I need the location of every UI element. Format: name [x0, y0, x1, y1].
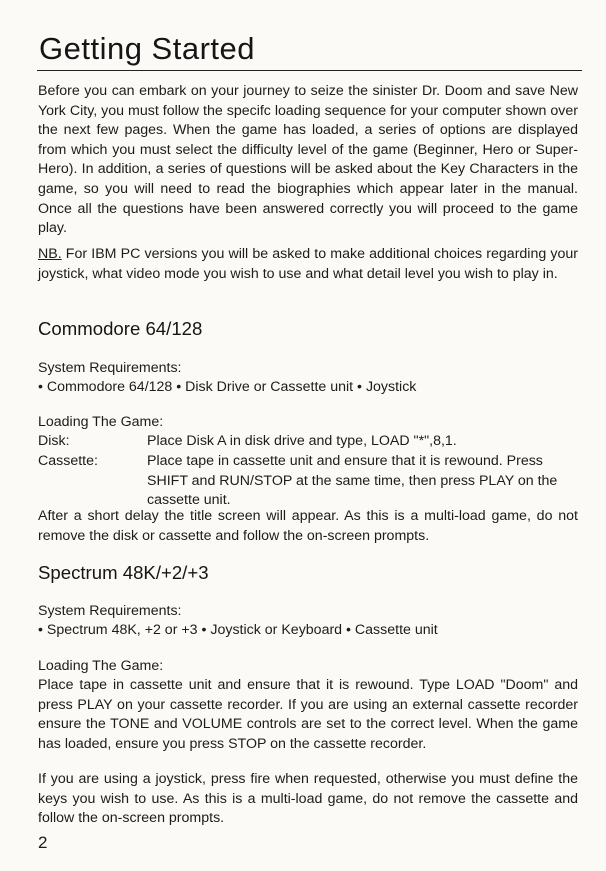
c64-loading-heading: Loading The Game:: [38, 414, 164, 430]
c64-cassette-label: Cassette:: [38, 453, 98, 469]
c64-heading: Commodore 64/128: [38, 318, 203, 339]
spectrum-sysreq-heading: System Requirements:: [38, 603, 182, 619]
spectrum-joystick-text: If you are using a joystick, press fire when requested, otherwise you must define the keys you wish to use. As this is a multi-load game, do not remove the cassette and follow the on-screen prompts.: [38, 771, 578, 827]
intro-paragraph: Before you can embark on your journey to seize the sinister Dr. Doom and save New York City, you must follow the specifc loading sequence for your computer shown over the next few pages. When the game has loaded, a series of options are displayed from which you must select the difficulty level of the game (Beginner, Hero or Super-Hero). In addition, a series of questions will be asked about the Key Characters in the game, so you will need to read the biographies which appear later in the manual. Once all the questions have been answered correctly you will proceed to the game play.: [38, 83, 578, 237]
c64-cassette-text: Place tape in cassette unit and ensure that it is rewound. Press SHIFT and RUN/STOP at the same time, then press PLAY on the cassette unit.: [147, 453, 558, 509]
nb-text: For IBM PC versions you will be asked to make additional choices regarding your joystick, what video mode you wish to use and what detail level you wish to play in.: [38, 246, 578, 282]
c64-sysreq-heading: System Requirements:: [38, 360, 182, 376]
spectrum-loading-text: Place tape in cassette unit and ensure that it is rewound. Type LOAD "Doom" and press PLAY on your cassette recorder. If you are using an external cassette recorder ensure the TONE and VOLUME controls are set to the correct level. When the game has loaded, ensure you press STOP on the cassette recorder.: [38, 677, 578, 752]
c64-sysreq-text: • Commodore 64/128 • Disk Drive or Cassette unit • Joystick: [38, 379, 417, 395]
c64-disk-text: Place Disk A in disk drive and type, LOAD "*",8,1.: [147, 433, 457, 449]
spectrum-sysreq-text: • Spectrum 48K, +2 or +3 • Joystick or Keyboard • Cassette unit: [38, 622, 438, 638]
spectrum-loading-heading: Loading The Game:: [38, 658, 164, 674]
nb-label: NB.: [38, 246, 62, 262]
title-rule: [37, 70, 582, 71]
spectrum-heading: Spectrum 48K/+2/+3: [38, 562, 209, 583]
c64-disk-label: Disk:: [38, 433, 70, 449]
page-title: Getting Started: [39, 31, 256, 66]
c64-after-text: After a short delay the title screen will appear. As this is a multi-load game, do not remove the disk or cassette and follow the on-screen prompts.: [38, 508, 578, 544]
nb-paragraph: [38, 245, 578, 284]
page-number: 2: [38, 833, 48, 852]
